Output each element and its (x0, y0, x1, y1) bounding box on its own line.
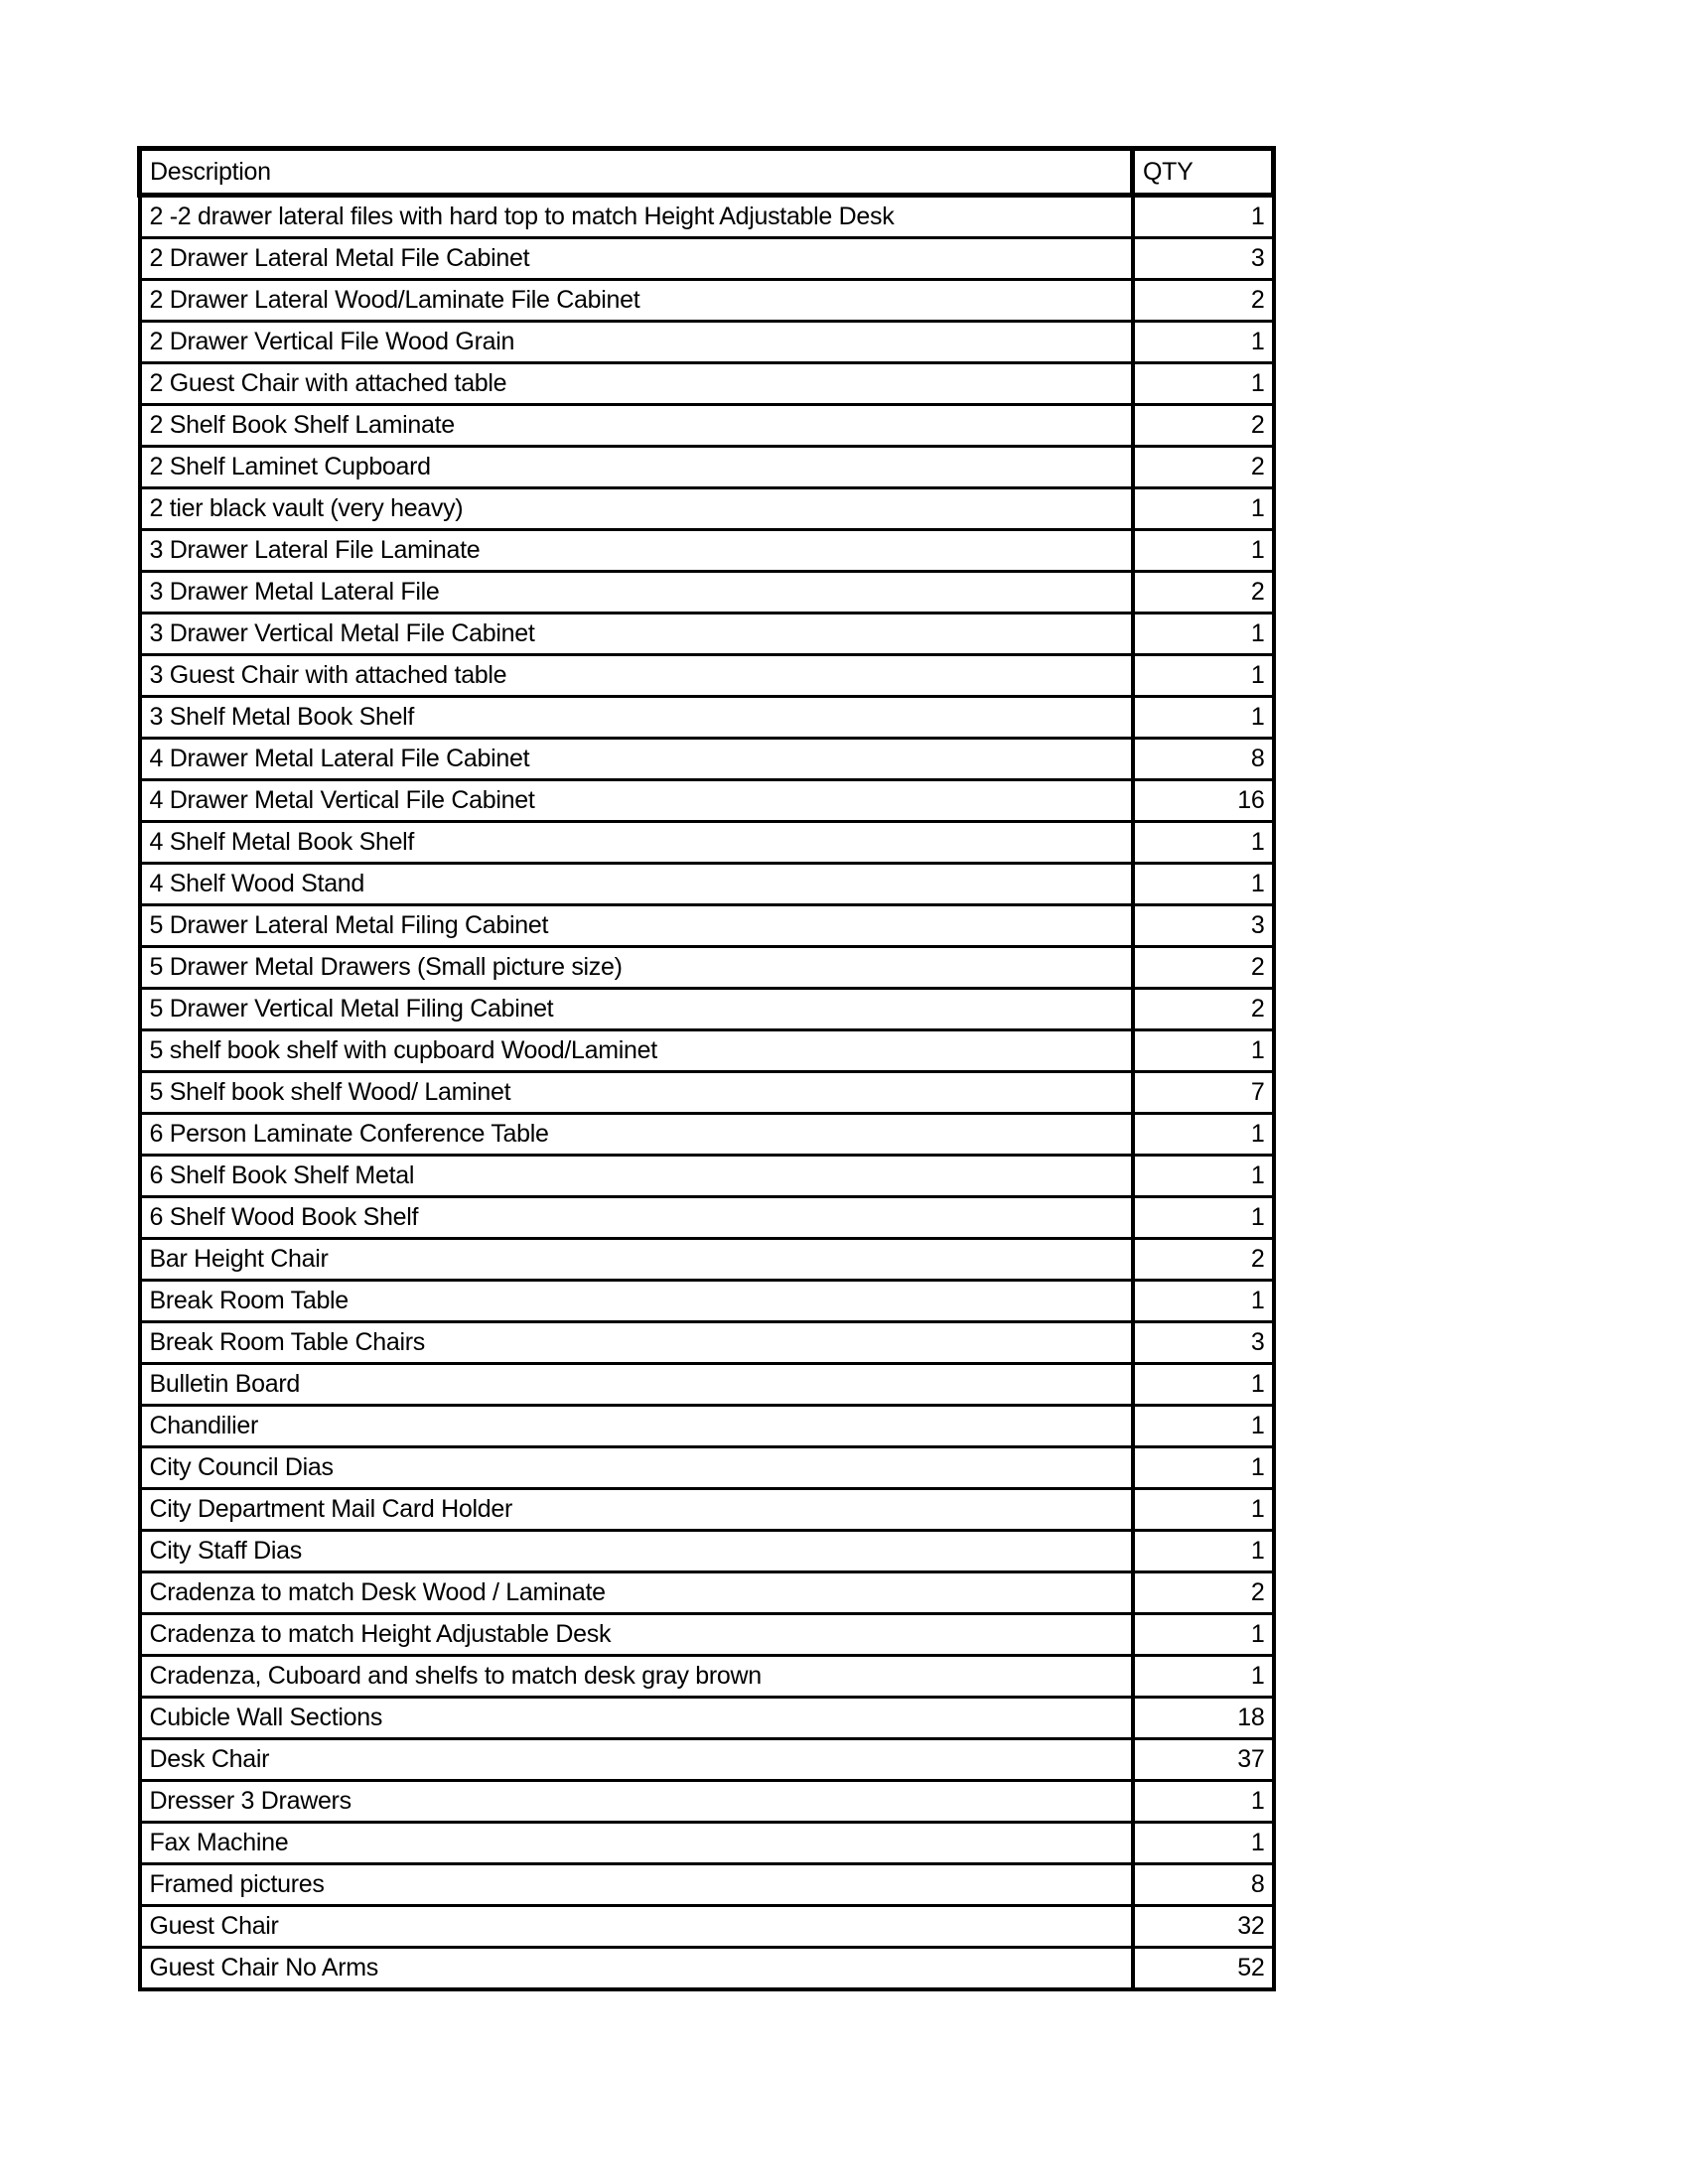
item-qty: 1 (1133, 1781, 1274, 1823)
item-qty: 1 (1133, 1406, 1274, 1447)
item-qty: 1 (1133, 1197, 1274, 1239)
item-description: 3 Drawer Vertical Metal File Cabinet (140, 614, 1133, 655)
item-description: City Department Mail Card Holder (140, 1489, 1133, 1531)
item-qty: 1 (1133, 1614, 1274, 1656)
item-description: Cradenza, Cuboard and shelfs to match desk gray brown (140, 1656, 1133, 1698)
table-row (140, 1781, 1274, 1823)
item-qty: 7 (1133, 1072, 1274, 1114)
column-header-qty: QTY (1133, 149, 1274, 196)
table-row (140, 1114, 1274, 1156)
item-qty: 18 (1133, 1698, 1274, 1739)
item-qty: 1 (1133, 1489, 1274, 1531)
item-qty: 2 (1133, 1239, 1274, 1281)
item-qty: 1 (1133, 322, 1274, 363)
item-description: City Staff Dias (140, 1531, 1133, 1572)
item-qty: 8 (1133, 739, 1274, 780)
table-row (140, 1447, 1274, 1489)
table-row (140, 822, 1274, 864)
table-row (140, 947, 1274, 989)
item-description: 5 Drawer Metal Drawers (Small picture size) (140, 947, 1133, 989)
item-qty: 1 (1133, 697, 1274, 739)
item-description: 5 Drawer Lateral Metal Filing Cabinet (140, 905, 1133, 947)
item-description: 5 Drawer Vertical Metal Filing Cabinet (140, 989, 1133, 1030)
table-row (140, 488, 1274, 530)
item-qty: 1 (1133, 488, 1274, 530)
item-description: Chandilier (140, 1406, 1133, 1447)
item-description: City Council Dias (140, 1447, 1133, 1489)
item-qty: 8 (1133, 1864, 1274, 1906)
item-description: Break Room Table Chairs (140, 1322, 1133, 1364)
item-description: 2 Shelf Book Shelf Laminate (140, 405, 1133, 447)
item-qty: 3 (1133, 1322, 1274, 1364)
item-qty: 1 (1133, 1656, 1274, 1698)
table-row (140, 780, 1274, 822)
item-qty: 1 (1133, 1030, 1274, 1072)
item-description: 2 tier black vault (very heavy) (140, 488, 1133, 530)
item-qty: 52 (1133, 1948, 1274, 1990)
item-description: 6 Shelf Book Shelf Metal (140, 1156, 1133, 1197)
table-row (140, 1572, 1274, 1614)
table-row (140, 1864, 1274, 1906)
table-row (140, 989, 1274, 1030)
item-qty: 3 (1133, 905, 1274, 947)
item-description: Break Room Table (140, 1281, 1133, 1322)
item-description: Bar Height Chair (140, 1239, 1133, 1281)
table-row (140, 1531, 1274, 1572)
item-qty: 32 (1133, 1906, 1274, 1948)
table-body (140, 196, 1274, 1990)
item-qty: 37 (1133, 1739, 1274, 1781)
table-row (140, 322, 1274, 363)
item-qty: 1 (1133, 1531, 1274, 1572)
item-description: 6 Shelf Wood Book Shelf (140, 1197, 1133, 1239)
item-qty: 16 (1133, 780, 1274, 822)
item-qty: 2 (1133, 405, 1274, 447)
item-description: 3 Drawer Metal Lateral File (140, 572, 1133, 614)
table-row (140, 905, 1274, 947)
table-row (140, 1030, 1274, 1072)
table-row (140, 1364, 1274, 1406)
item-qty: 1 (1133, 363, 1274, 405)
table-row (140, 405, 1274, 447)
item-description: 3 Shelf Metal Book Shelf (140, 697, 1133, 739)
table-row (140, 1489, 1274, 1531)
item-qty: 1 (1133, 614, 1274, 655)
item-description: Cradenza to match Desk Wood / Laminate (140, 1572, 1133, 1614)
item-qty: 3 (1133, 238, 1274, 280)
item-description: 2 Drawer Lateral Metal File Cabinet (140, 238, 1133, 280)
item-description: 2 -2 drawer lateral files with hard top to match Height Adjustable Desk (140, 196, 1133, 238)
table-row (140, 572, 1274, 614)
table-row (140, 1239, 1274, 1281)
table-row (140, 1614, 1274, 1656)
item-qty: 1 (1133, 1364, 1274, 1406)
item-qty: 2 (1133, 280, 1274, 322)
item-qty: 2 (1133, 447, 1274, 488)
table-row (140, 238, 1274, 280)
item-qty: 1 (1133, 822, 1274, 864)
item-description: 5 Shelf book shelf Wood/ Laminet (140, 1072, 1133, 1114)
item-qty: 1 (1133, 1823, 1274, 1864)
table-row (140, 697, 1274, 739)
table-row (140, 280, 1274, 322)
item-qty: 1 (1133, 1447, 1274, 1489)
table-row (140, 1281, 1274, 1322)
item-qty: 1 (1133, 196, 1274, 238)
table-row (140, 1197, 1274, 1239)
table-row (140, 1322, 1274, 1364)
table-row (140, 1948, 1274, 1990)
table-row (140, 1698, 1274, 1739)
item-description: Desk Chair (140, 1739, 1133, 1781)
item-description: Cradenza to match Height Adjustable Desk (140, 1614, 1133, 1656)
item-description: 3 Guest Chair with attached table (140, 655, 1133, 697)
item-description: Framed pictures (140, 1864, 1133, 1906)
item-qty: 2 (1133, 947, 1274, 989)
item-description: Cubicle Wall Sections (140, 1698, 1133, 1739)
item-description: Fax Machine (140, 1823, 1133, 1864)
item-qty: 1 (1133, 655, 1274, 697)
item-description: Guest Chair (140, 1906, 1133, 1948)
item-description: 2 Drawer Lateral Wood/Laminate File Cabinet (140, 280, 1133, 322)
item-qty: 2 (1133, 989, 1274, 1030)
table-row (140, 530, 1274, 572)
item-description: 6 Person Laminate Conference Table (140, 1114, 1133, 1156)
item-description: Bulletin Board (140, 1364, 1133, 1406)
item-description: 2 Drawer Vertical File Wood Grain (140, 322, 1133, 363)
table-row (140, 1823, 1274, 1864)
table-row (140, 1739, 1274, 1781)
table-row (140, 1156, 1274, 1197)
table-row (140, 739, 1274, 780)
item-qty: 1 (1133, 1281, 1274, 1322)
item-description: 5 shelf book shelf with cupboard Wood/Laminet (140, 1030, 1133, 1072)
item-qty: 2 (1133, 1572, 1274, 1614)
column-header-description: Description (140, 149, 1133, 196)
item-description: Dresser 3 Drawers (140, 1781, 1133, 1823)
table-row (140, 655, 1274, 697)
table-row (140, 864, 1274, 905)
table-row (140, 1656, 1274, 1698)
header-row (140, 149, 1274, 196)
item-description: 4 Drawer Metal Lateral File Cabinet (140, 739, 1133, 780)
table-row (140, 614, 1274, 655)
item-description: Guest Chair No Arms (140, 1948, 1133, 1990)
table-row (140, 1906, 1274, 1948)
table-row (140, 196, 1274, 238)
table-row (140, 363, 1274, 405)
item-qty: 1 (1133, 1156, 1274, 1197)
inventory-table (137, 146, 1276, 1991)
item-description: 4 Drawer Metal Vertical File Cabinet (140, 780, 1133, 822)
table-row (140, 447, 1274, 488)
table-row (140, 1072, 1274, 1114)
item-description: 4 Shelf Wood Stand (140, 864, 1133, 905)
item-qty: 1 (1133, 530, 1274, 572)
item-description: 2 Shelf Laminet Cupboard (140, 447, 1133, 488)
item-description: 4 Shelf Metal Book Shelf (140, 822, 1133, 864)
item-qty: 1 (1133, 1114, 1274, 1156)
item-description: 3 Drawer Lateral File Laminate (140, 530, 1133, 572)
item-qty: 1 (1133, 864, 1274, 905)
table-row (140, 1406, 1274, 1447)
item-description: 2 Guest Chair with attached table (140, 363, 1133, 405)
item-qty: 2 (1133, 572, 1274, 614)
